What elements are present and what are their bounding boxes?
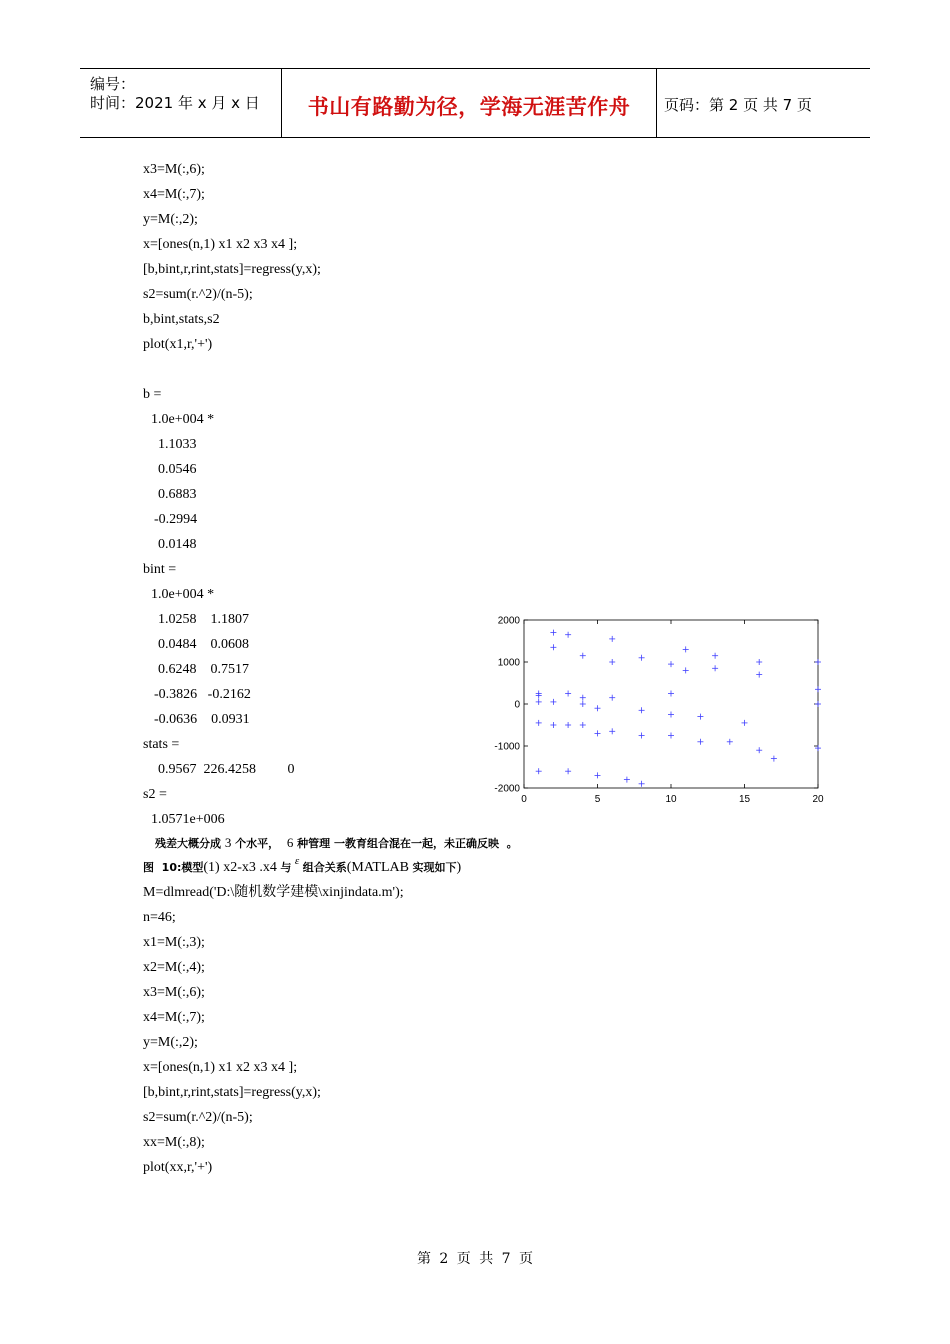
note-number: 3 — [224, 835, 232, 850]
data-point — [550, 722, 556, 728]
epsilon-symbol: ε — [294, 855, 300, 867]
output-b-value: 0.6883 — [158, 487, 197, 502]
data-point — [815, 659, 821, 665]
code-line: M=dlmread('D:\随机数学建模\xinjindata.m'); — [143, 885, 404, 900]
code-line: x4=M(:,7); — [143, 1010, 205, 1025]
code-line: plot(xx,r,'+') — [143, 1160, 213, 1175]
data-point — [697, 714, 703, 720]
code-line: [b,bint,r,rint,stats]=regress(y,x); — [143, 262, 321, 277]
note-text: 个水平， — [231, 837, 287, 850]
data-point — [756, 672, 762, 678]
data-point — [668, 691, 674, 697]
caption-text: (1) x2-x3 .x4 — [203, 860, 281, 875]
data-point — [712, 653, 718, 659]
header-motto: 书山有路勤为径，学海无涯苦作舟 — [307, 95, 631, 119]
note-number: 6 — [286, 835, 294, 850]
output-b-value: 0.0546 — [158, 462, 197, 477]
data-point — [668, 733, 674, 739]
data-point — [595, 772, 601, 778]
y-tick-label: -2000 — [494, 783, 520, 795]
data-point — [712, 665, 718, 671]
header-page-info: 页码：第 2 页 共 7 页 — [664, 96, 812, 114]
output-b-label: b = — [143, 387, 162, 402]
code-line: x=[ones(n,1) x1 x2 x3 x4 ]; — [143, 237, 298, 252]
data-point — [639, 655, 645, 661]
data-point — [565, 722, 571, 728]
code-line: x=[ones(n,1) x1 x2 x3 x4 ]; — [143, 1060, 298, 1075]
caption-text: 模型 — [181, 861, 204, 874]
figure-caption — [143, 855, 462, 876]
output-bint-row: 0.0484 0.0608 — [158, 637, 249, 652]
data-point — [536, 720, 542, 726]
output-bint-row: -0.0636 0.0931 — [154, 712, 250, 727]
data-point — [639, 781, 645, 787]
page-header — [80, 68, 870, 138]
data-point — [580, 653, 586, 659]
output-b-scale: 1.0e+004 * — [151, 412, 215, 427]
data-point — [550, 644, 556, 650]
x-tick-label: 15 — [738, 794, 751, 805]
data-point — [580, 701, 586, 707]
data-point — [550, 699, 556, 705]
code-line: y=M(:,2); — [143, 1035, 198, 1050]
data-point — [815, 686, 821, 692]
data-point — [550, 630, 556, 636]
data-point — [815, 701, 821, 707]
caption-text: 组合关系 — [302, 861, 347, 874]
caption-text: 与 — [280, 861, 292, 874]
code-line: [b,bint,r,rint,stats]=regress(y,x); — [143, 1085, 321, 1100]
data-point — [609, 695, 615, 701]
code-line: b,bint,stats,s2 — [143, 312, 220, 327]
y-tick-label: 2000 — [497, 615, 520, 627]
y-tick-label: 1000 — [497, 657, 520, 669]
data-point — [697, 739, 703, 745]
x-tick-label: 20 — [812, 794, 824, 805]
data-point — [639, 707, 645, 713]
y-tick-label: 0 — [514, 699, 520, 711]
code-line: s2=sum(r.^2)/(n-5); — [143, 1110, 253, 1125]
code-line: n=46; — [143, 910, 176, 925]
data-point — [756, 659, 762, 665]
x-tick-label: 0 — [521, 794, 527, 805]
data-point — [639, 733, 645, 739]
data-point — [595, 705, 601, 711]
data-point — [580, 695, 586, 701]
caption-text: (MATLAB — [346, 860, 413, 875]
data-point — [595, 730, 601, 736]
output-bint-row: -0.3826 -0.2162 — [154, 687, 251, 702]
document-number-label: 编号： — [90, 75, 136, 93]
data-point — [683, 646, 689, 652]
data-point — [683, 667, 689, 673]
data-point — [565, 768, 571, 774]
header-page-cell — [656, 69, 870, 137]
residual-scatter-chart — [480, 606, 840, 806]
data-point — [771, 756, 777, 762]
data-point — [668, 661, 674, 667]
y-tick-label: -1000 — [494, 741, 520, 753]
data-point — [668, 712, 674, 718]
data-point — [580, 722, 586, 728]
note-text: 种管理 一教育组合混在一起，未正确反映 。 — [293, 837, 518, 850]
data-point — [536, 768, 542, 774]
caption-prefix: 图 10: — [143, 861, 182, 874]
header-meta-cell — [80, 69, 281, 137]
output-s2-label: s2 = — [143, 787, 167, 802]
caption-text: 实现如下 — [412, 861, 457, 874]
output-bint-row: 1.0258 1.1807 — [158, 612, 249, 627]
data-point — [609, 728, 615, 734]
data-point — [565, 632, 571, 638]
code-line: s2=sum(r.^2)/(n-5); — [143, 287, 253, 302]
code-line: x2=M(:,4); — [143, 960, 205, 975]
code-line: y=M(:,2); — [143, 212, 198, 227]
header-motto-cell — [281, 69, 657, 137]
code-line: x1=M(:,3); — [143, 935, 205, 950]
output-b-value: 1.1033 — [158, 437, 197, 452]
code-line: plot(x1,r,'+') — [143, 337, 213, 352]
code-line: x4=M(:,7); — [143, 187, 205, 202]
output-bint-row: 0.6248 0.7517 — [158, 662, 249, 677]
data-point — [609, 659, 615, 665]
data-point — [609, 636, 615, 642]
page-footer: 第 2 页 共 7 页 — [416, 1251, 534, 1267]
document-date: 时间：2021 年 x 月 x 日 — [90, 94, 260, 112]
data-point — [624, 777, 630, 783]
output-stats-values: 0.9567 226.4258 0 — [158, 762, 295, 777]
plot-frame — [524, 620, 818, 788]
residual-note — [155, 835, 518, 851]
x-tick-label: 5 — [594, 794, 601, 805]
data-point — [727, 739, 733, 745]
caption-text: ) — [456, 860, 462, 875]
data-point — [536, 699, 542, 705]
code-line: x3=M(:,6); — [143, 985, 205, 1000]
code-line: x3=M(:,6); — [143, 162, 205, 177]
output-b-value: -0.2994 — [154, 512, 198, 527]
output-s2-value: 1.0571e+006 — [151, 812, 225, 827]
output-bint-scale: 1.0e+004 * — [151, 587, 215, 602]
output-bint-label: bint = — [143, 562, 177, 577]
x-tick-label: 10 — [665, 794, 677, 805]
note-text: 残差大概分成 — [155, 837, 225, 850]
code-line: xx=M(:,8); — [143, 1135, 205, 1150]
output-b-value: 0.0148 — [158, 537, 197, 552]
output-stats-label: stats = — [143, 737, 180, 752]
data-point — [565, 691, 571, 697]
data-point — [756, 747, 762, 753]
data-point — [742, 720, 748, 726]
